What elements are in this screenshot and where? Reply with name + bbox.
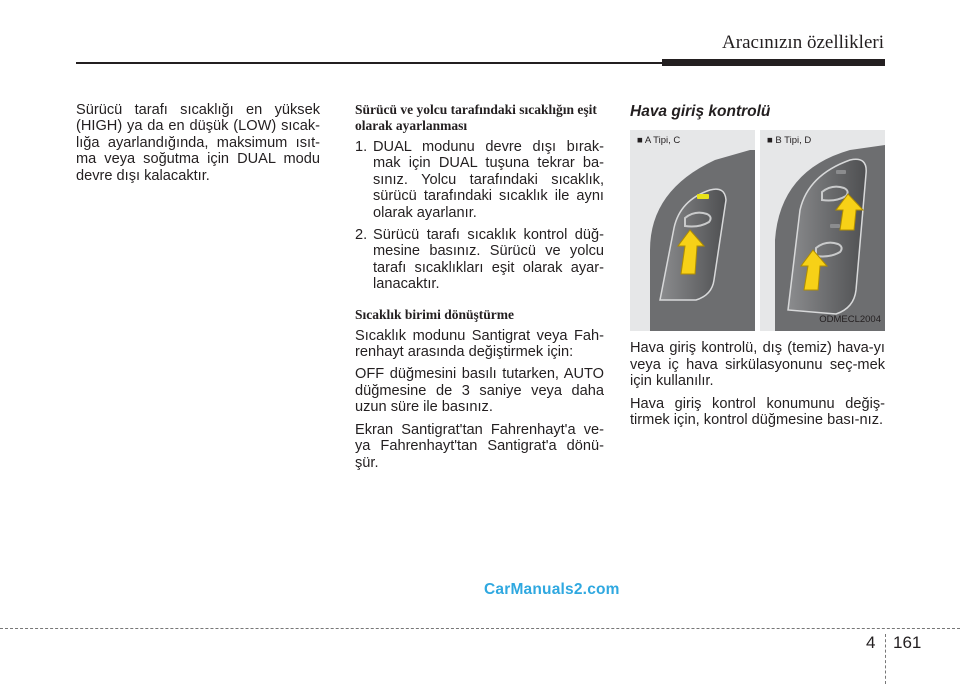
figure-label-type-b: ■ B Tipi, D [767, 135, 812, 147]
air-intake-instruction: Hava giriş kontrol konumunu değiş-tirmek için, kontrol düğmesine bası-nız. [630, 395, 885, 429]
air-intake-button-type-b-illustration [760, 130, 885, 331]
figure-label-type-a: ■ A Tipi, C [637, 135, 681, 147]
footer-divider [885, 634, 886, 684]
page-header-title: Aracınızın özellikleri [722, 32, 884, 53]
chapter-number: 4 [866, 633, 876, 652]
column-right [630, 104, 885, 434]
air-intake-heading: Hava giriş kontrolü [630, 103, 771, 120]
indicator-light-icon [830, 224, 840, 228]
list-item [355, 227, 604, 293]
step-number: 1. [355, 139, 368, 155]
step-text: DUAL modunu devre dışı bırak-mak için DUAL tuşuna tekrar ba-sınız. Yolcu tarafındaki sıcaklık, sürücü tarafındaki sıcaklık ile aynı olarak ayarlanır. [373, 139, 604, 221]
indicator-light-icon [836, 170, 846, 174]
watermark-link[interactable]: CarManuals2.com [484, 581, 620, 598]
indicator-light-icon [697, 194, 709, 199]
step-text: Sürücü tarafı sıcaklık kontrol düğ-mesine basınız. Sürücü ve yolcu tarafı sıcaklıkları eşit olarak ayar-lanacaktır. [373, 227, 604, 293]
temp-unit-intro: Sıcaklık modunu Santigrat veya Fah-renhayt arasında değiştirmek için: [355, 327, 604, 361]
figure-panel-type-a [630, 130, 755, 331]
column-left [76, 102, 320, 190]
temp-unit-heading: Sıcaklık birimi dönüştürme [355, 306, 515, 322]
figure-panel-type-b [760, 130, 885, 331]
air-intake-figure [630, 130, 885, 331]
equalize-steps-list [355, 139, 604, 293]
temp-unit-instruction: OFF düğmesini basılı tutarken, AUTO düğmesine de 3 saniye veya daha uzun süre ile basınız. [355, 366, 604, 416]
column-middle [355, 102, 604, 477]
footer-rule [0, 628, 960, 629]
dual-mode-paragraph: Sürücü tarafı sıcaklığı en yüksek (HIGH) ya da en düşük (LOW) sıcak-lığa ayarlandığında, maksimum ısıt-ma veya soğutma için DUAL modu devre dışı kalacaktır. [76, 102, 320, 184]
equalize-temp-heading: Sürücü ve yolcu tarafındaki sıcaklığın eşit olarak ayarlanması [355, 102, 597, 133]
page-number: 161 [893, 633, 922, 652]
header-rule-accent [662, 59, 885, 66]
step-number: 2. [355, 227, 368, 244]
list-item [355, 139, 604, 221]
temp-unit-result: Ekran Santigrat'tan Fahrenhayt'a ve-ya Fahrenhayt'tan Santigrat'a dönü-şür. [355, 421, 604, 471]
figure-code: ODMECL2004 [819, 314, 881, 325]
air-intake-description: Hava giriş kontrolü, dış (temiz) hava-yı veya iç hava sirkülasyonunu seç-mek için kullanılır. [630, 340, 885, 390]
air-intake-button-type-a-illustration [630, 130, 755, 331]
